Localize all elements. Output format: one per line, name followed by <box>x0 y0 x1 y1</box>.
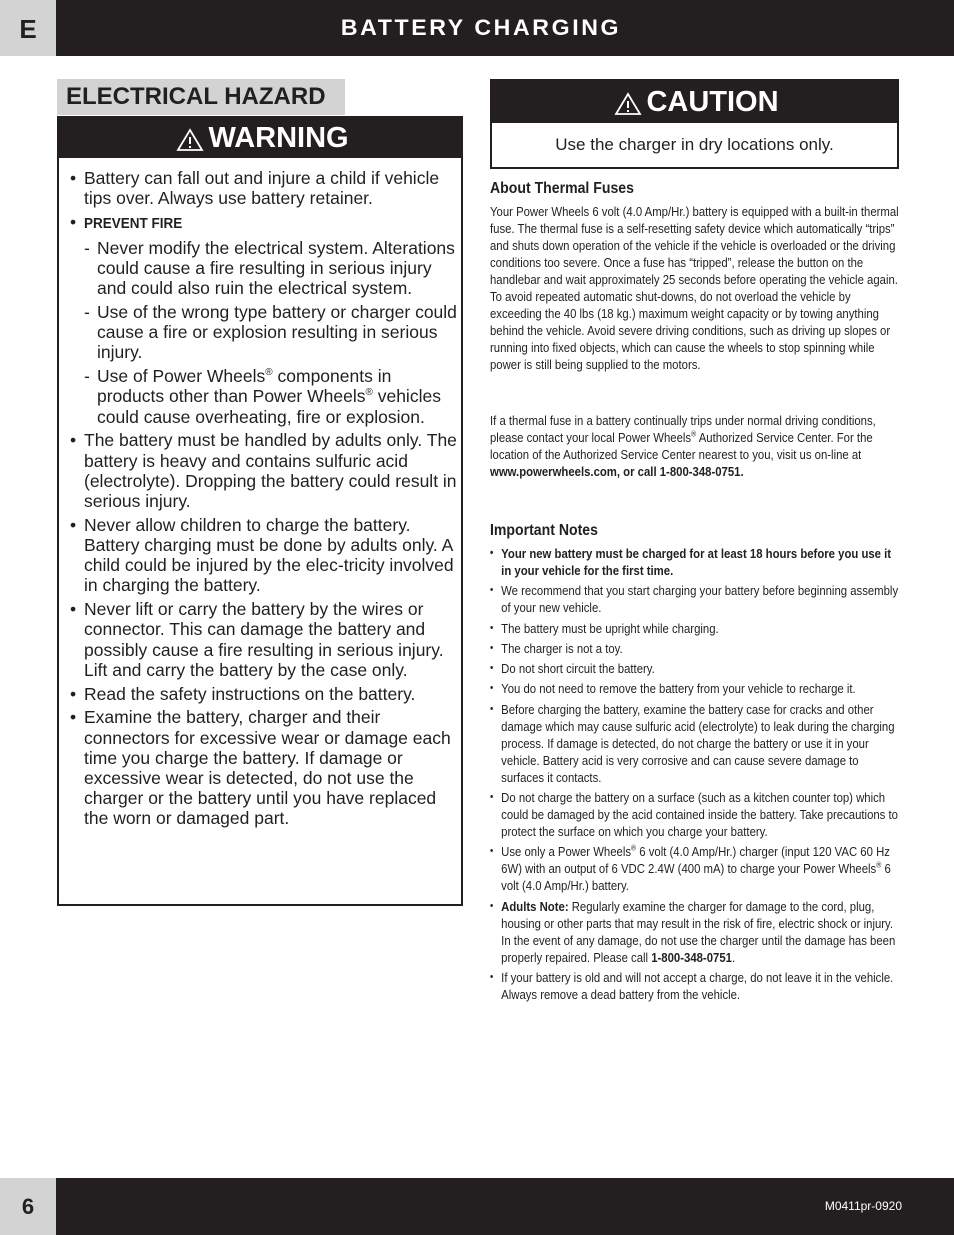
warning-item: • The battery must be handled by adults only. The battery is heavy and contains sulfuric acid (electrolyte). Dropping the battery could result in serious injury. <box>69 430 461 511</box>
note-item: • Do not charge the battery on a surface (such as a kitchen counter top) which could be damaged by the acid contained inside the battery. Take precautions to protect the surface on which you charge your battery. <box>490 789 901 840</box>
note-item <box>490 898 901 966</box>
note-item: • The charger is not a toy. <box>490 640 901 657</box>
warning-item: • Never lift or carry the battery by the wires or connector. This can damage the battery and possibly cause a fire resulting in serious injury. Lift and carry the battery by the case only. <box>69 599 461 680</box>
note-item: • The battery must be upright while charging. <box>490 620 901 637</box>
caution-title: CAUTION <box>646 86 779 118</box>
note-text: Use only a Power Wheels <box>501 844 632 860</box>
paragraph-text: If a thermal fuse in a battery continually trips under normal driving conditions, please contact your local Power Wheels <box>490 413 876 445</box>
note-item: • If your battery is old and will not accept a charge, do not leave it in the vehicle. Always remove a dead battery from the vehicle. <box>490 969 901 1003</box>
subitem-text: Use of Power Wheels <box>97 366 266 387</box>
subitem-text: Use of the wrong type battery or charger could cause a fire or explosion resulting in serious injury. <box>97 302 457 363</box>
paragraph-text: Authorized Service Center. For the location of the Authorized Service Center nearest to you, visit us on-line at <box>490 430 873 462</box>
contact-info: www.powerwheels.com, or call 1-800-348-0751. <box>490 464 744 479</box>
note-item: • Your new battery must be charged for at least 18 hours before you use it in your vehicle for the first time. <box>490 545 901 579</box>
caution-box <box>490 79 899 169</box>
note-text: . <box>731 949 736 965</box>
page-header-title: BATTERY CHARGING <box>340 15 622 40</box>
thermal-fuses-heading: About Thermal Fuses <box>490 180 634 197</box>
warning-title: WARNING <box>208 122 349 154</box>
warning-item: • Read the safety instructions on the battery. <box>69 684 461 704</box>
warning-box <box>57 116 463 906</box>
note-text: Regularly examine the charger for damage to the cord, plug, housing or other parts that may result in the risk of fire, electric shock or injury. In the event of any damage, do not use the charger until the damage has been properly repaired. Please call <box>501 898 896 965</box>
subitem-text: components in products other than Power Wheels <box>97 366 392 407</box>
warning-item-prevent-fire <box>69 212 461 234</box>
warning-header <box>59 118 461 158</box>
warning-subitem <box>69 366 461 427</box>
registered-mark: ® <box>265 367 273 379</box>
registered-mark: ® <box>876 860 882 870</box>
note-item: • Do not short circuit the battery. <box>490 660 901 677</box>
note-item: • You do not need to remove the battery from your vehicle to recharge it. <box>490 680 901 697</box>
subitem-text: vehicles could cause overheating, fire or explosion. <box>97 386 441 427</box>
warning-item: • Battery can fall out and injure a child if vehicle tips over. Always use battery retainer. <box>69 168 461 208</box>
dash-marker: - <box>84 302 90 322</box>
caution-triangle-icon <box>614 92 642 121</box>
note-item <box>490 843 901 894</box>
document-code: M0411pr-0920 <box>824 1199 902 1213</box>
phone-number: 1-800-348-0751 <box>651 949 732 965</box>
note-item: • We recommend that you start charging your battery before beginning assembly of your new vehicle. <box>490 582 901 616</box>
subitem-text: Never modify the electrical system. Alterations could cause a fire resulting in serious injury and could also ruin the electrical system. <box>97 237 455 299</box>
page-footer-bar <box>0 1178 954 1235</box>
registered-mark: ® <box>691 429 697 439</box>
warning-subitem <box>69 238 461 299</box>
registered-mark: ® <box>365 387 373 399</box>
important-notes-list <box>490 545 901 1006</box>
warning-item: • Never allow children to charge the battery. Battery charging must be done by adults only. A child could be injured by the elec-tricity involved in charging the battery. <box>69 515 461 596</box>
important-notes-heading: Important Notes <box>490 522 598 539</box>
thermal-fuses-paragraph: Your Power Wheels 6 volt (4.0 Amp/Hr.) battery is equipped with a built-in thermal fuse. The thermal fuse is a self-resetting safety device which automatically “trips” and shuts down operation of the vehicle if the vehicle is overloaded or the driving conditions too severe. Once a fuse has “tripped”, release the button on the handlebar and wait approximately 25 seconds before operating the vehicle again. To avoid repeated automatic shut-downs, do not overload the vehicle by exceeding the 40 lbs (18 kg.) maximum weight capacity or by towing anything behind the vehicle. Avoid severe driving conditions, such as driving up slopes or running into fixed objects, which can cause the wheels to stop spinning while power is still being supplied to the motors. <box>490 204 899 372</box>
warning-item: • Examine the battery, charger and their connectors for excessive wear or damage each time you charge the battery. If damage or excessive wear is detected, do not use the charger or the battery until you have replaced the worn or damaged part. <box>69 707 461 828</box>
dash-marker: - <box>84 366 90 387</box>
page-number: 6 <box>0 1178 56 1235</box>
registered-mark: ® <box>631 843 637 853</box>
note-text: 6 volt (4.0 Amp/Hr.) charger (input 120 VAC 60 Hz 6W) with an output of 6 VDC 2.4W (400 mA) to charge your Power Wheels <box>501 844 890 877</box>
note-item: • Before charging the battery, examine the battery case for cracks and other damage which may cause sulfuric acid (electrolyte) to leak during the charging process. If damage is detected, do not charge the battery or use it in your vehicle. Battery acid is very corrosive and can cause severe damage to surfaces it contacts. <box>490 701 901 786</box>
dash-marker: - <box>84 237 90 258</box>
prevent-fire-label: PREVENT FIRE <box>84 215 183 232</box>
language-tab: E <box>0 0 56 56</box>
warning-triangle-icon <box>176 128 204 157</box>
thermal-fuses-contact-paragraph <box>490 412 901 480</box>
warning-subitem <box>69 302 461 363</box>
hazard-label: ELECTRICAL HAZARD <box>57 79 345 115</box>
adults-note-label: Adults Note: <box>501 898 569 914</box>
caution-text: Use the charger in dry locations only. <box>555 135 834 154</box>
warning-list <box>69 168 461 832</box>
note-text: 6 volt (4.0 Amp/Hr.) battery. <box>501 861 891 894</box>
caution-header <box>492 81 897 123</box>
